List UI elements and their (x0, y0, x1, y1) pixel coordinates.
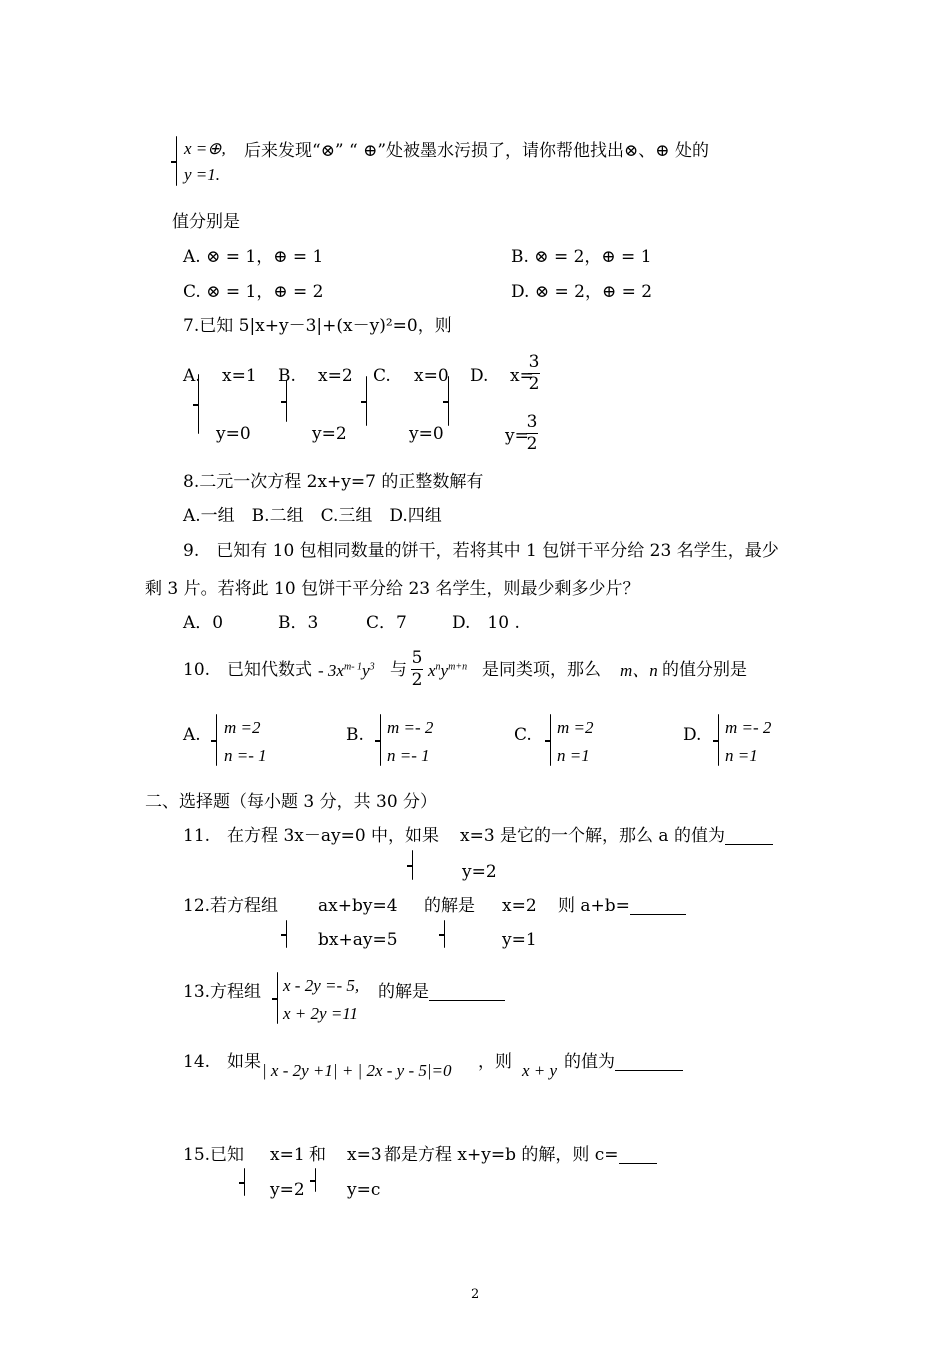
q14-after-text: 的值为 (564, 1052, 615, 1072)
q13-brace (277, 972, 278, 1024)
q10-term1 (318, 662, 375, 679)
q10-c-label: C. (514, 725, 532, 745)
q15-y2: y=c (347, 1180, 381, 1200)
q7-c-y: y=0 (409, 424, 444, 444)
q7-b-y: y=2 (312, 424, 347, 444)
q8-stem: 8.二元一次方程 2x+y=7 的正整数解有 (183, 472, 484, 492)
q14-stem: 14. 如果 (183, 1052, 262, 1072)
q7-d-y-num: 3 (526, 412, 538, 432)
q7-a-y: y=0 (216, 424, 251, 444)
q6-option-c: C. ⊗ = 1，⊕ = 2 (183, 282, 324, 302)
q13-after-text: 的解是 (378, 982, 429, 1002)
q13-after (378, 984, 505, 1001)
q10-vars: m、n (620, 661, 658, 680)
section-title: 二、选择题（每小题 3 分，共 30 分） (145, 792, 438, 812)
q6-text: 后来发现“⊗” “ ⊕”处被墨水污损了，请你帮他找出⊗、⊕ 处的 (244, 141, 709, 161)
q11-after-text: 是它的一个解，那么 a 的值为 (500, 826, 725, 846)
q9-option-c: C．7 (366, 613, 407, 633)
q11-brace (412, 850, 413, 880)
q10-a-line1: m =2 (224, 718, 261, 737)
q10-prefix: 10. 已知代数式 (183, 660, 313, 680)
q10-frac-num: 5 (411, 648, 423, 668)
q13-eq2: x + 2y =11 (283, 1004, 359, 1023)
q10-d-line2: n =1 (725, 746, 758, 765)
q10-term1-y: y (362, 661, 370, 680)
q10-mid: 与 (390, 660, 407, 680)
q7-d-x-num: 3 (528, 352, 540, 372)
q9-option-a: A．0 (183, 613, 224, 633)
q15-answer-blank[interactable] (619, 1163, 657, 1164)
q12-stem: 12.若方程组 (183, 896, 279, 916)
q12-brace-2 (444, 920, 445, 948)
q7-d-y: y= (505, 426, 529, 446)
q7-d-label: D. (470, 366, 489, 386)
q10-c-brace (550, 714, 551, 766)
q12-after (558, 898, 686, 915)
q7-b-brace (286, 380, 287, 422)
q6-option-b: B. ⊗ = 2，⊕ = 1 (511, 247, 652, 267)
q15-y1: y=2 (270, 1180, 305, 1200)
q10-term2 (428, 662, 467, 679)
q14-xy: x + y (522, 1061, 558, 1080)
q11-answer-blank[interactable] (725, 844, 773, 845)
q10-suffix: 是同类项，那么 (482, 660, 601, 680)
q15-brace-1 (244, 1168, 245, 1196)
q10-b-brace (380, 714, 381, 766)
q15-and: 和 (309, 1145, 326, 1165)
q6-option-d: D. ⊗ = 2，⊕ = 2 (511, 282, 653, 302)
q10-a-line2: n =- 1 (224, 746, 267, 765)
q10-b-label: B. (346, 725, 364, 745)
q6-system-line1: x =⊕, (184, 139, 226, 158)
q7-d-x-den: 2 (528, 374, 540, 394)
q10-b-line2: n =- 1 (387, 746, 430, 765)
q9-line1: 9. 已知有 10 包相同数量的饼干，若将其中 1 包饼干平分给 23 名学生，最少 (183, 541, 779, 561)
q14-comma: ，则 (478, 1052, 512, 1072)
q7-d-brace (448, 376, 449, 426)
q15-x1: x=1 (270, 1145, 305, 1165)
q10-c-line2: n =1 (557, 746, 590, 765)
q10-term1-yexp: 3 (369, 661, 375, 673)
page-number: 2 (471, 1287, 480, 1302)
q7-c-label: C. (373, 366, 391, 386)
q14-expr: | x - 2y +1| + | 2x - y - 5|=0 (262, 1061, 452, 1080)
q10-c-line1: m =2 (557, 718, 594, 737)
q10-term2-yexp: m+n (448, 661, 468, 673)
q12-after-text: 则 a+b= (558, 896, 630, 916)
q11-x: x=3 (460, 826, 495, 846)
q7-c-brace (366, 376, 367, 426)
q6-system-brace (176, 136, 177, 186)
q8-options: A.一组 B.二组 C.三组 D.四组 (183, 506, 442, 526)
q12-y: y=1 (502, 930, 537, 950)
q12-eq1: ax+by=4 (318, 896, 398, 916)
q10-term2-x: x (428, 661, 436, 680)
q11-stem: 11. 在方程 3x－ay=0 中，如果 (183, 826, 440, 846)
q10-term2-y: y (440, 661, 449, 680)
q13-stem: 13.方程组 (183, 982, 262, 1002)
q10-term2-xexp: n (435, 661, 441, 673)
q15-brace-2 (315, 1168, 316, 1192)
q6-option-a: A. ⊗ = 1，⊕ = 1 (183, 247, 324, 267)
q6-text-end: 值分别是 (172, 212, 240, 232)
q7-c-x: x=0 (414, 366, 449, 386)
q7-a-x: x=1 (222, 366, 257, 386)
q13-answer-blank[interactable] (429, 1000, 505, 1001)
q10-fraction (411, 650, 423, 689)
q10-term1-coef: - 3x (318, 661, 344, 680)
q10-term1-exp: m- 1 (343, 661, 363, 673)
q12-brace-1 (286, 920, 287, 948)
q7-b-x: x=2 (318, 366, 353, 386)
q11-after (500, 828, 773, 845)
q7-stem: 7.已知 5|x+y－3|+(x－y)²=0，则 (183, 316, 452, 336)
q7-a-label: A. (183, 366, 201, 386)
q10-d-label: D. (683, 725, 702, 745)
q15-stem: 15.已知 (183, 1145, 245, 1165)
q12-answer-blank[interactable] (630, 914, 686, 915)
q15-after-text: 都是方程 x+y=b 的解，则 c= (384, 1145, 619, 1165)
q9-option-b: B．3 (278, 613, 319, 633)
q13-eq1: x - 2y =- 5, (283, 976, 360, 995)
q7-b-label: B. (278, 366, 296, 386)
q12-x: x=2 (502, 896, 537, 916)
q7-d-y-den: 2 (526, 434, 538, 454)
q12-mid: 的解是 (424, 896, 475, 916)
q11-y: y=2 (462, 862, 497, 882)
q7-d-x: x= (510, 366, 534, 386)
q10-a-brace (216, 714, 217, 766)
q12-eq2: bx+ay=5 (318, 930, 398, 950)
q7-d-x-fraction (528, 354, 540, 393)
q10-d-line1: m =- 2 (725, 718, 772, 737)
q10-suffix2: 的值分别是 (662, 660, 747, 680)
q9-line2: 剩 3 片。若将此 10 包饼干平分给 23 名学生，则最少剩多少片？ (145, 579, 640, 599)
q10-b-line1: m =- 2 (387, 718, 434, 737)
q9-option-d: D. 10 . (452, 613, 520, 633)
q14-answer-blank[interactable] (615, 1070, 683, 1071)
q10-d-brace (718, 714, 719, 766)
q7-a-brace (198, 374, 199, 434)
q10-frac-den: 2 (411, 670, 423, 690)
q14-after (564, 1054, 683, 1071)
q15-x2: x=3 (347, 1145, 382, 1165)
q7-d-y-fraction (526, 414, 538, 453)
q6-system-line2: y =1. (184, 165, 221, 184)
q15-after (384, 1147, 657, 1164)
q10-a-label: A. (183, 725, 201, 745)
